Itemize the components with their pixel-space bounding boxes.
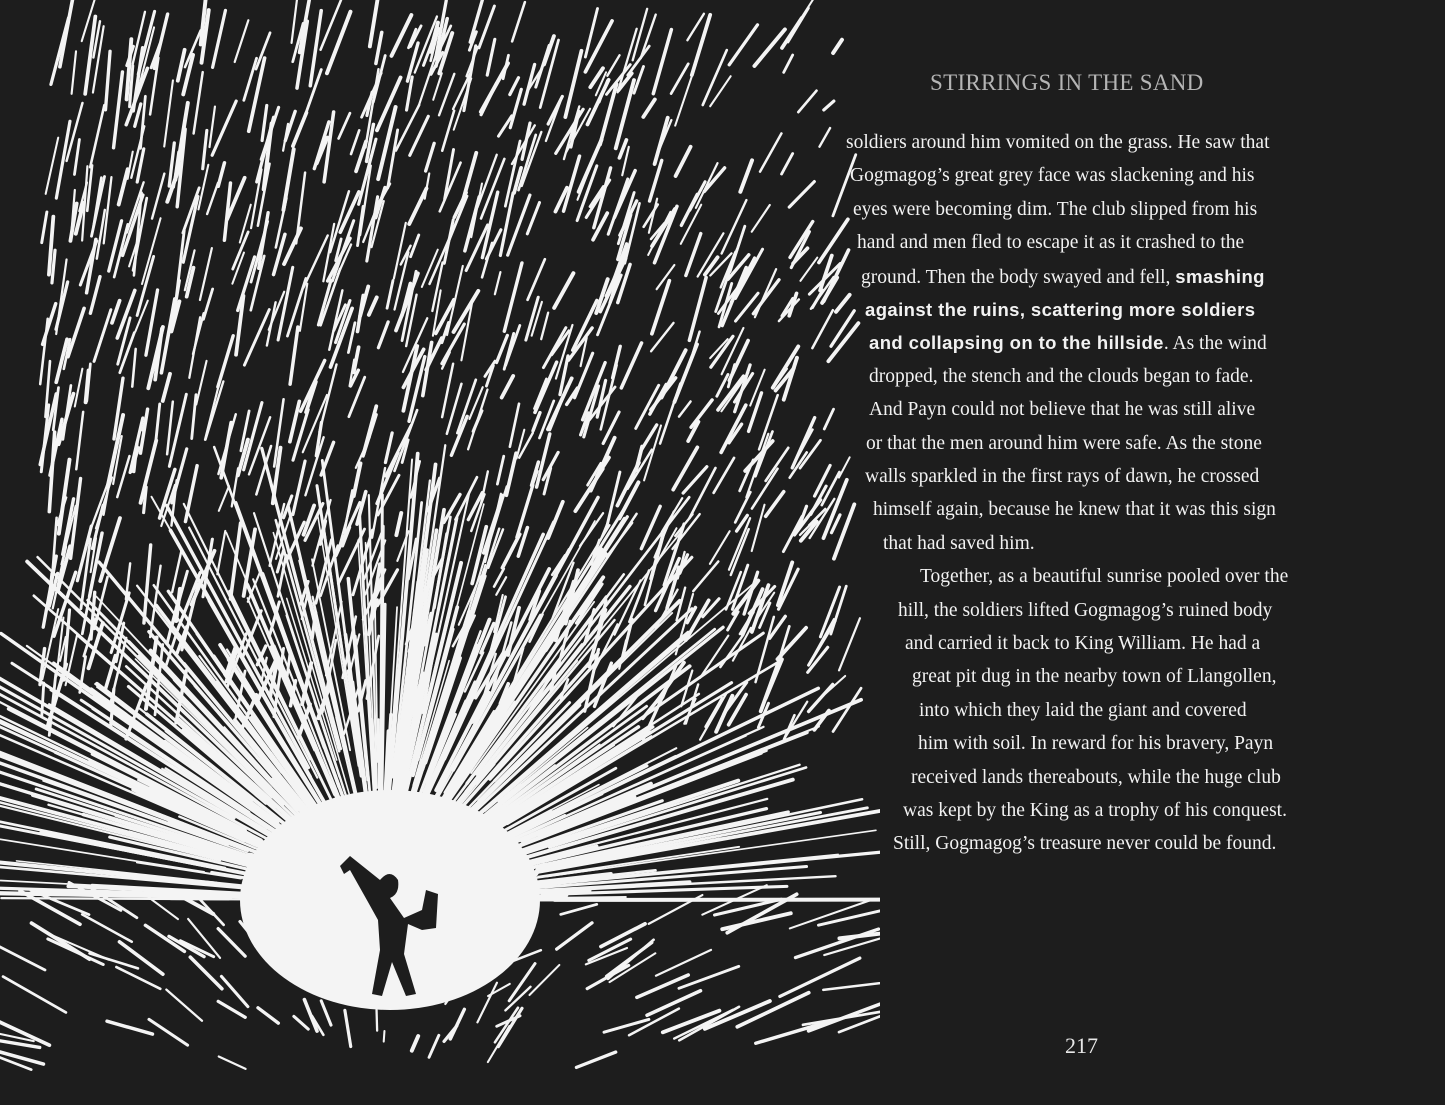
hatch-stroke xyxy=(783,516,802,551)
ground-stroke xyxy=(412,1036,418,1051)
text-span: and carried it back to King William. He had a xyxy=(905,633,1261,654)
hatch-stroke xyxy=(385,433,392,463)
text-span: And Payn could not believe that he was still alive xyxy=(869,399,1256,421)
hatch-stroke xyxy=(305,437,323,495)
ground-stroke xyxy=(0,936,45,970)
text-line xyxy=(861,265,1265,290)
hatch-stroke xyxy=(60,0,73,67)
hatch-stroke xyxy=(533,413,540,431)
hatch-stroke xyxy=(442,364,453,417)
text-span: was kept by the King as a trophy of his conquest. xyxy=(903,800,1287,821)
hatch-stroke xyxy=(292,0,298,43)
hatch-stroke xyxy=(244,58,257,100)
ground-stroke xyxy=(498,1008,522,1046)
hatch-stroke xyxy=(785,0,813,43)
ray-stroke xyxy=(381,495,383,794)
hatch-stroke xyxy=(541,313,548,340)
hatch-stroke xyxy=(839,618,860,670)
hatch-stroke xyxy=(479,6,494,48)
hatch-stroke xyxy=(519,433,533,458)
hatch-stroke xyxy=(506,325,520,365)
hatch-stroke xyxy=(203,130,207,168)
hatch-stroke xyxy=(75,369,83,407)
hatch-stroke xyxy=(185,466,197,522)
ground-stroke xyxy=(604,1019,649,1032)
hatch-stroke xyxy=(714,458,734,493)
hatch-stroke xyxy=(461,153,476,207)
hatch-stroke xyxy=(189,317,200,378)
hatch-stroke xyxy=(839,457,850,477)
text-span: or that the men around him were safe. As the stone xyxy=(866,432,1262,454)
hatch-stroke xyxy=(119,169,128,204)
ground-stroke xyxy=(258,1008,278,1023)
hatch-stroke xyxy=(376,32,382,63)
ground-stroke xyxy=(429,1035,439,1057)
ground-stroke xyxy=(557,923,592,949)
ground-stroke xyxy=(345,1010,351,1046)
ground-stroke xyxy=(218,1001,245,1017)
hatch-stroke xyxy=(527,203,539,234)
hatch-stroke xyxy=(824,101,834,110)
hatch-stroke xyxy=(722,200,747,253)
hatch-stroke xyxy=(766,448,789,481)
ground-stroke xyxy=(371,907,373,931)
hatch-stroke xyxy=(114,72,123,148)
hatch-stroke xyxy=(517,485,533,537)
ground-stroke xyxy=(450,1009,464,1039)
hatch-stroke xyxy=(200,248,212,300)
hatch-stroke xyxy=(812,310,832,348)
hatch-stroke xyxy=(144,545,151,623)
hatch-stroke xyxy=(192,395,196,439)
ground-stroke xyxy=(488,984,510,996)
text-span: Still, Gogmagog’s treasure never could be found. xyxy=(893,833,1277,855)
hatch-stroke xyxy=(154,14,167,68)
text-span: dropped, the stench and the clouds began to fade. xyxy=(869,365,1254,387)
hatch-stroke xyxy=(784,55,793,72)
hatch-stroke xyxy=(502,534,519,567)
hatch-stroke xyxy=(729,25,757,65)
ground-stroke xyxy=(756,1021,831,1043)
ground-stroke xyxy=(367,932,369,956)
ground-stroke xyxy=(477,983,496,1023)
hatch-stroke xyxy=(135,104,141,126)
hatch-stroke xyxy=(473,411,482,432)
text-line xyxy=(919,699,1247,723)
hatch-stroke xyxy=(196,361,206,405)
bold-text: smashing xyxy=(1175,265,1265,287)
hatch-stroke xyxy=(290,327,298,384)
hatch-stroke xyxy=(52,250,55,283)
hatch-stroke xyxy=(653,30,671,94)
hatch-stroke xyxy=(396,513,401,535)
text-line xyxy=(918,732,1273,756)
hatch-stroke xyxy=(760,133,781,171)
hatch-stroke xyxy=(90,277,100,314)
hatch-stroke xyxy=(141,440,157,502)
hatch-stroke xyxy=(327,12,350,73)
hatch-stroke xyxy=(691,400,712,427)
text-span: ground. Then the body swayed and fell, xyxy=(861,266,1176,288)
hatch-stroke xyxy=(834,504,854,558)
ground-stroke xyxy=(637,975,688,997)
ground-stroke xyxy=(561,904,597,914)
text-span: that had saved him. xyxy=(883,532,1035,554)
hatch-stroke xyxy=(528,259,545,300)
hatch-stroke xyxy=(51,18,69,85)
hatch-stroke xyxy=(76,412,83,469)
text-line xyxy=(850,164,1255,188)
ground-stroke xyxy=(48,939,103,965)
ground-stroke xyxy=(587,965,628,988)
ground-stroke xyxy=(82,914,132,941)
hatch-stroke xyxy=(433,73,442,100)
hatch-stroke xyxy=(655,118,668,164)
hatch-stroke xyxy=(716,696,732,732)
hatch-stroke xyxy=(152,174,164,219)
ground-stroke xyxy=(116,967,160,989)
hatch-stroke xyxy=(142,218,161,284)
hatch-stroke xyxy=(392,15,412,56)
text-line xyxy=(869,331,1267,356)
hatch-stroke xyxy=(377,78,401,131)
hatch-stroke xyxy=(293,461,305,514)
hatch-stroke xyxy=(548,96,562,124)
hatch-stroke xyxy=(100,518,120,581)
hatch-stroke xyxy=(356,141,366,171)
hatch-stroke xyxy=(836,295,850,312)
hatch-stroke xyxy=(156,404,160,441)
hatch-stroke xyxy=(510,89,521,127)
hatch-stroke xyxy=(703,50,727,105)
hatch-stroke xyxy=(675,65,696,126)
hatch-stroke xyxy=(613,346,621,377)
text-span: received lands thereabouts, while the huge club xyxy=(911,766,1281,788)
hatch-stroke xyxy=(164,80,173,146)
hatch-stroke xyxy=(766,492,784,517)
text-line xyxy=(912,665,1276,689)
hatch-stroke xyxy=(161,299,174,373)
text-span: Gogmagog’s great grey face was slackening and his xyxy=(850,165,1255,187)
hatch-stroke xyxy=(554,273,573,308)
hatch-stroke xyxy=(650,160,662,201)
hatch-stroke xyxy=(696,163,718,208)
text-span: hand and men fled to escape it as it crashed to the xyxy=(857,232,1245,254)
hatch-stroke xyxy=(369,297,377,314)
hatch-stroke xyxy=(207,183,218,214)
hatch-stroke xyxy=(454,291,479,332)
hatch-stroke xyxy=(387,281,393,309)
hatch-stroke xyxy=(74,140,79,175)
hatch-stroke xyxy=(354,463,361,496)
hatch-stroke xyxy=(471,184,482,238)
hatch-stroke xyxy=(789,182,814,208)
ray-stroke xyxy=(0,866,241,888)
hatch-stroke xyxy=(303,395,327,452)
hatch-stroke xyxy=(824,409,833,429)
hatch-stroke xyxy=(409,188,426,224)
ground-stroke xyxy=(321,1001,331,1025)
hatch-stroke xyxy=(94,310,111,362)
text-span: hill, the soldiers lifted Gogmagog’s ruined body xyxy=(898,599,1273,621)
hatch-stroke xyxy=(132,349,135,387)
ground-stroke xyxy=(166,990,202,1021)
hatch-stroke xyxy=(378,322,388,348)
text-line xyxy=(905,632,1260,656)
hatch-stroke xyxy=(351,130,359,154)
hatch-stroke xyxy=(652,281,669,334)
hatch-stroke xyxy=(504,263,522,331)
hatch-stroke xyxy=(598,275,622,335)
hatch-stroke xyxy=(134,443,137,472)
hatch-stroke xyxy=(603,412,619,443)
hatch-stroke xyxy=(40,319,47,384)
hatch-stroke xyxy=(657,265,675,289)
hatch-stroke xyxy=(619,140,626,158)
hatch-stroke xyxy=(717,374,728,396)
hatch-stroke xyxy=(481,63,508,112)
bold-text: against the ruins, scattering more soldiers xyxy=(865,299,1256,320)
hatch-stroke xyxy=(194,72,203,133)
ground-stroke xyxy=(119,942,162,974)
hatch-stroke xyxy=(671,64,688,94)
text-span: soldiers around him vomited on the grass. He saw that xyxy=(846,132,1270,153)
text-line xyxy=(903,799,1287,823)
hatch-stroke xyxy=(117,456,129,497)
hatch-stroke xyxy=(607,55,619,76)
ground-stroke xyxy=(190,957,222,989)
ground-stroke xyxy=(679,966,739,988)
text-span: Together, as a beautiful sunrise pooled over the xyxy=(920,566,1289,588)
ground-stroke xyxy=(3,977,66,1013)
hatch-stroke xyxy=(244,310,269,366)
hatch-stroke xyxy=(740,160,752,191)
hatch-stroke xyxy=(749,393,762,432)
text-line xyxy=(853,198,1257,222)
ground-stroke xyxy=(219,1057,246,1069)
text-line xyxy=(857,231,1244,255)
hatch-stroke xyxy=(213,10,226,67)
hatch-stroke xyxy=(502,376,513,398)
hatch-stroke xyxy=(210,107,215,147)
hatch-stroke xyxy=(470,0,489,42)
hatch-stroke xyxy=(410,116,429,155)
hatch-stroke xyxy=(301,360,325,411)
hatch-stroke xyxy=(621,343,641,388)
hatch-stroke xyxy=(235,20,249,62)
text-line xyxy=(869,365,1253,389)
hatch-stroke xyxy=(643,99,655,116)
hatch-stroke xyxy=(506,453,516,495)
hatch-stroke xyxy=(575,353,593,398)
text-line xyxy=(893,832,1276,856)
hatch-stroke xyxy=(752,205,770,232)
hatch-stroke xyxy=(244,403,262,470)
hatch-stroke xyxy=(339,113,350,138)
ray-stroke xyxy=(511,897,626,898)
hatch-stroke xyxy=(687,14,704,40)
text-line xyxy=(883,532,1035,556)
text-line xyxy=(873,498,1276,522)
text-line xyxy=(898,599,1272,623)
hatch-stroke xyxy=(363,415,376,457)
text-line xyxy=(865,465,1259,489)
hatch-stroke xyxy=(219,486,229,511)
hatch-stroke xyxy=(809,684,833,711)
text-span: into which they laid the giant and covered xyxy=(919,699,1247,721)
hatch-stroke xyxy=(735,492,750,522)
hatch-stroke xyxy=(91,592,95,639)
hatch-stroke xyxy=(819,128,830,147)
text-line xyxy=(920,565,1288,589)
hatch-stroke xyxy=(510,78,519,95)
bold-text: and collapsing on to the hillside xyxy=(869,332,1164,354)
hatch-stroke xyxy=(564,156,580,211)
text-line xyxy=(866,432,1262,456)
hatch-stroke xyxy=(72,51,76,93)
hatch-stroke xyxy=(833,40,842,53)
hatch-stroke xyxy=(512,2,525,41)
hatch-stroke xyxy=(172,550,181,592)
hatch-stroke xyxy=(487,39,495,75)
hatch-stroke xyxy=(710,531,730,564)
ground-stroke xyxy=(780,958,860,996)
hatch-stroke xyxy=(686,234,701,276)
hatch-stroke xyxy=(283,149,293,210)
hatch-stroke xyxy=(46,138,59,194)
hatch-stroke xyxy=(825,676,845,694)
ground-stroke xyxy=(377,1010,378,1031)
text-span: him with soil. In reward for his bravery, Payn xyxy=(918,733,1274,755)
hatch-stroke xyxy=(348,323,355,353)
hatch-stroke xyxy=(42,212,47,243)
hatch-stroke xyxy=(800,258,817,281)
text-span: himself again, because he knew that it was this sign xyxy=(873,499,1276,521)
hatch-stroke xyxy=(756,617,774,682)
hatch-stroke xyxy=(176,230,184,298)
hatch-stroke xyxy=(711,336,733,367)
hatch-stroke xyxy=(163,374,170,401)
text-span: eyes were becoming dim. The club slipped from his xyxy=(853,198,1258,220)
hatch-stroke xyxy=(543,328,565,368)
hatch-stroke xyxy=(112,301,120,323)
hatch-stroke xyxy=(430,230,453,284)
hatch-stroke xyxy=(411,235,419,257)
text-line xyxy=(865,298,1255,323)
ground-stroke xyxy=(384,1031,385,1042)
hatch-stroke xyxy=(575,469,602,511)
page-number: 217 xyxy=(1065,1033,1098,1058)
hatch-stroke xyxy=(109,221,122,271)
ground-stroke xyxy=(823,979,880,990)
text-line xyxy=(911,766,1281,790)
hatch-stroke xyxy=(548,502,563,538)
hatch-stroke xyxy=(218,336,233,387)
text-line xyxy=(869,398,1255,422)
hatch-stroke xyxy=(262,105,267,140)
hatch-stroke xyxy=(641,506,660,548)
hatch-stroke xyxy=(693,561,718,591)
hatch-stroke xyxy=(395,410,418,471)
hatch-stroke xyxy=(788,8,809,42)
ground-stroke xyxy=(218,929,245,956)
ground-stroke xyxy=(221,976,247,1006)
text-span: great pit dug in the nearby town of Llangollen, xyxy=(912,666,1277,688)
running-title: STIRRINGS IN THE SAND xyxy=(930,70,1204,95)
hatch-stroke xyxy=(679,401,691,416)
hatch-stroke xyxy=(290,401,299,441)
hatch-stroke xyxy=(451,416,467,455)
hatch-stroke xyxy=(689,468,715,518)
hatch-stroke xyxy=(106,51,111,110)
ground-stroke xyxy=(576,1052,615,1067)
hatch-stroke xyxy=(90,105,104,167)
ground-stroke xyxy=(529,965,559,995)
hatch-stroke xyxy=(662,350,686,397)
hatch-stroke xyxy=(178,50,185,81)
ground-stroke xyxy=(488,1026,510,1062)
hatch-stroke xyxy=(274,234,285,274)
hatch-stroke xyxy=(689,278,706,341)
ground-stroke xyxy=(294,1016,308,1029)
hatch-stroke xyxy=(752,505,765,551)
text-span: walls sparkled in the first rays of dawn, he crossed xyxy=(865,466,1260,487)
ground-stroke xyxy=(790,900,872,929)
hatch-stroke xyxy=(510,404,519,447)
hatch-stroke xyxy=(205,381,223,439)
hatch-stroke xyxy=(782,154,793,174)
ground-stroke xyxy=(107,1021,153,1034)
hatch-stroke xyxy=(676,147,691,176)
ground-stroke xyxy=(149,1019,187,1045)
hatch-stroke xyxy=(798,91,816,112)
hatch-stroke xyxy=(212,101,236,155)
hatch-stroke xyxy=(495,272,501,294)
hatch-stroke xyxy=(167,402,173,455)
hatch-stroke xyxy=(217,531,225,574)
ground-stroke xyxy=(656,950,711,976)
hatch-stroke xyxy=(68,308,84,356)
hatch-stroke xyxy=(442,111,454,151)
hatch-stroke xyxy=(426,143,435,171)
text-line xyxy=(846,131,1270,155)
hatch-stroke xyxy=(753,280,779,314)
hatch-stroke xyxy=(809,621,835,665)
text-span: . As the wind xyxy=(1163,333,1267,355)
ground-stroke xyxy=(145,925,184,951)
hatch-stroke xyxy=(497,456,503,484)
hatch-stroke xyxy=(203,289,212,319)
hatch-stroke xyxy=(370,0,379,46)
